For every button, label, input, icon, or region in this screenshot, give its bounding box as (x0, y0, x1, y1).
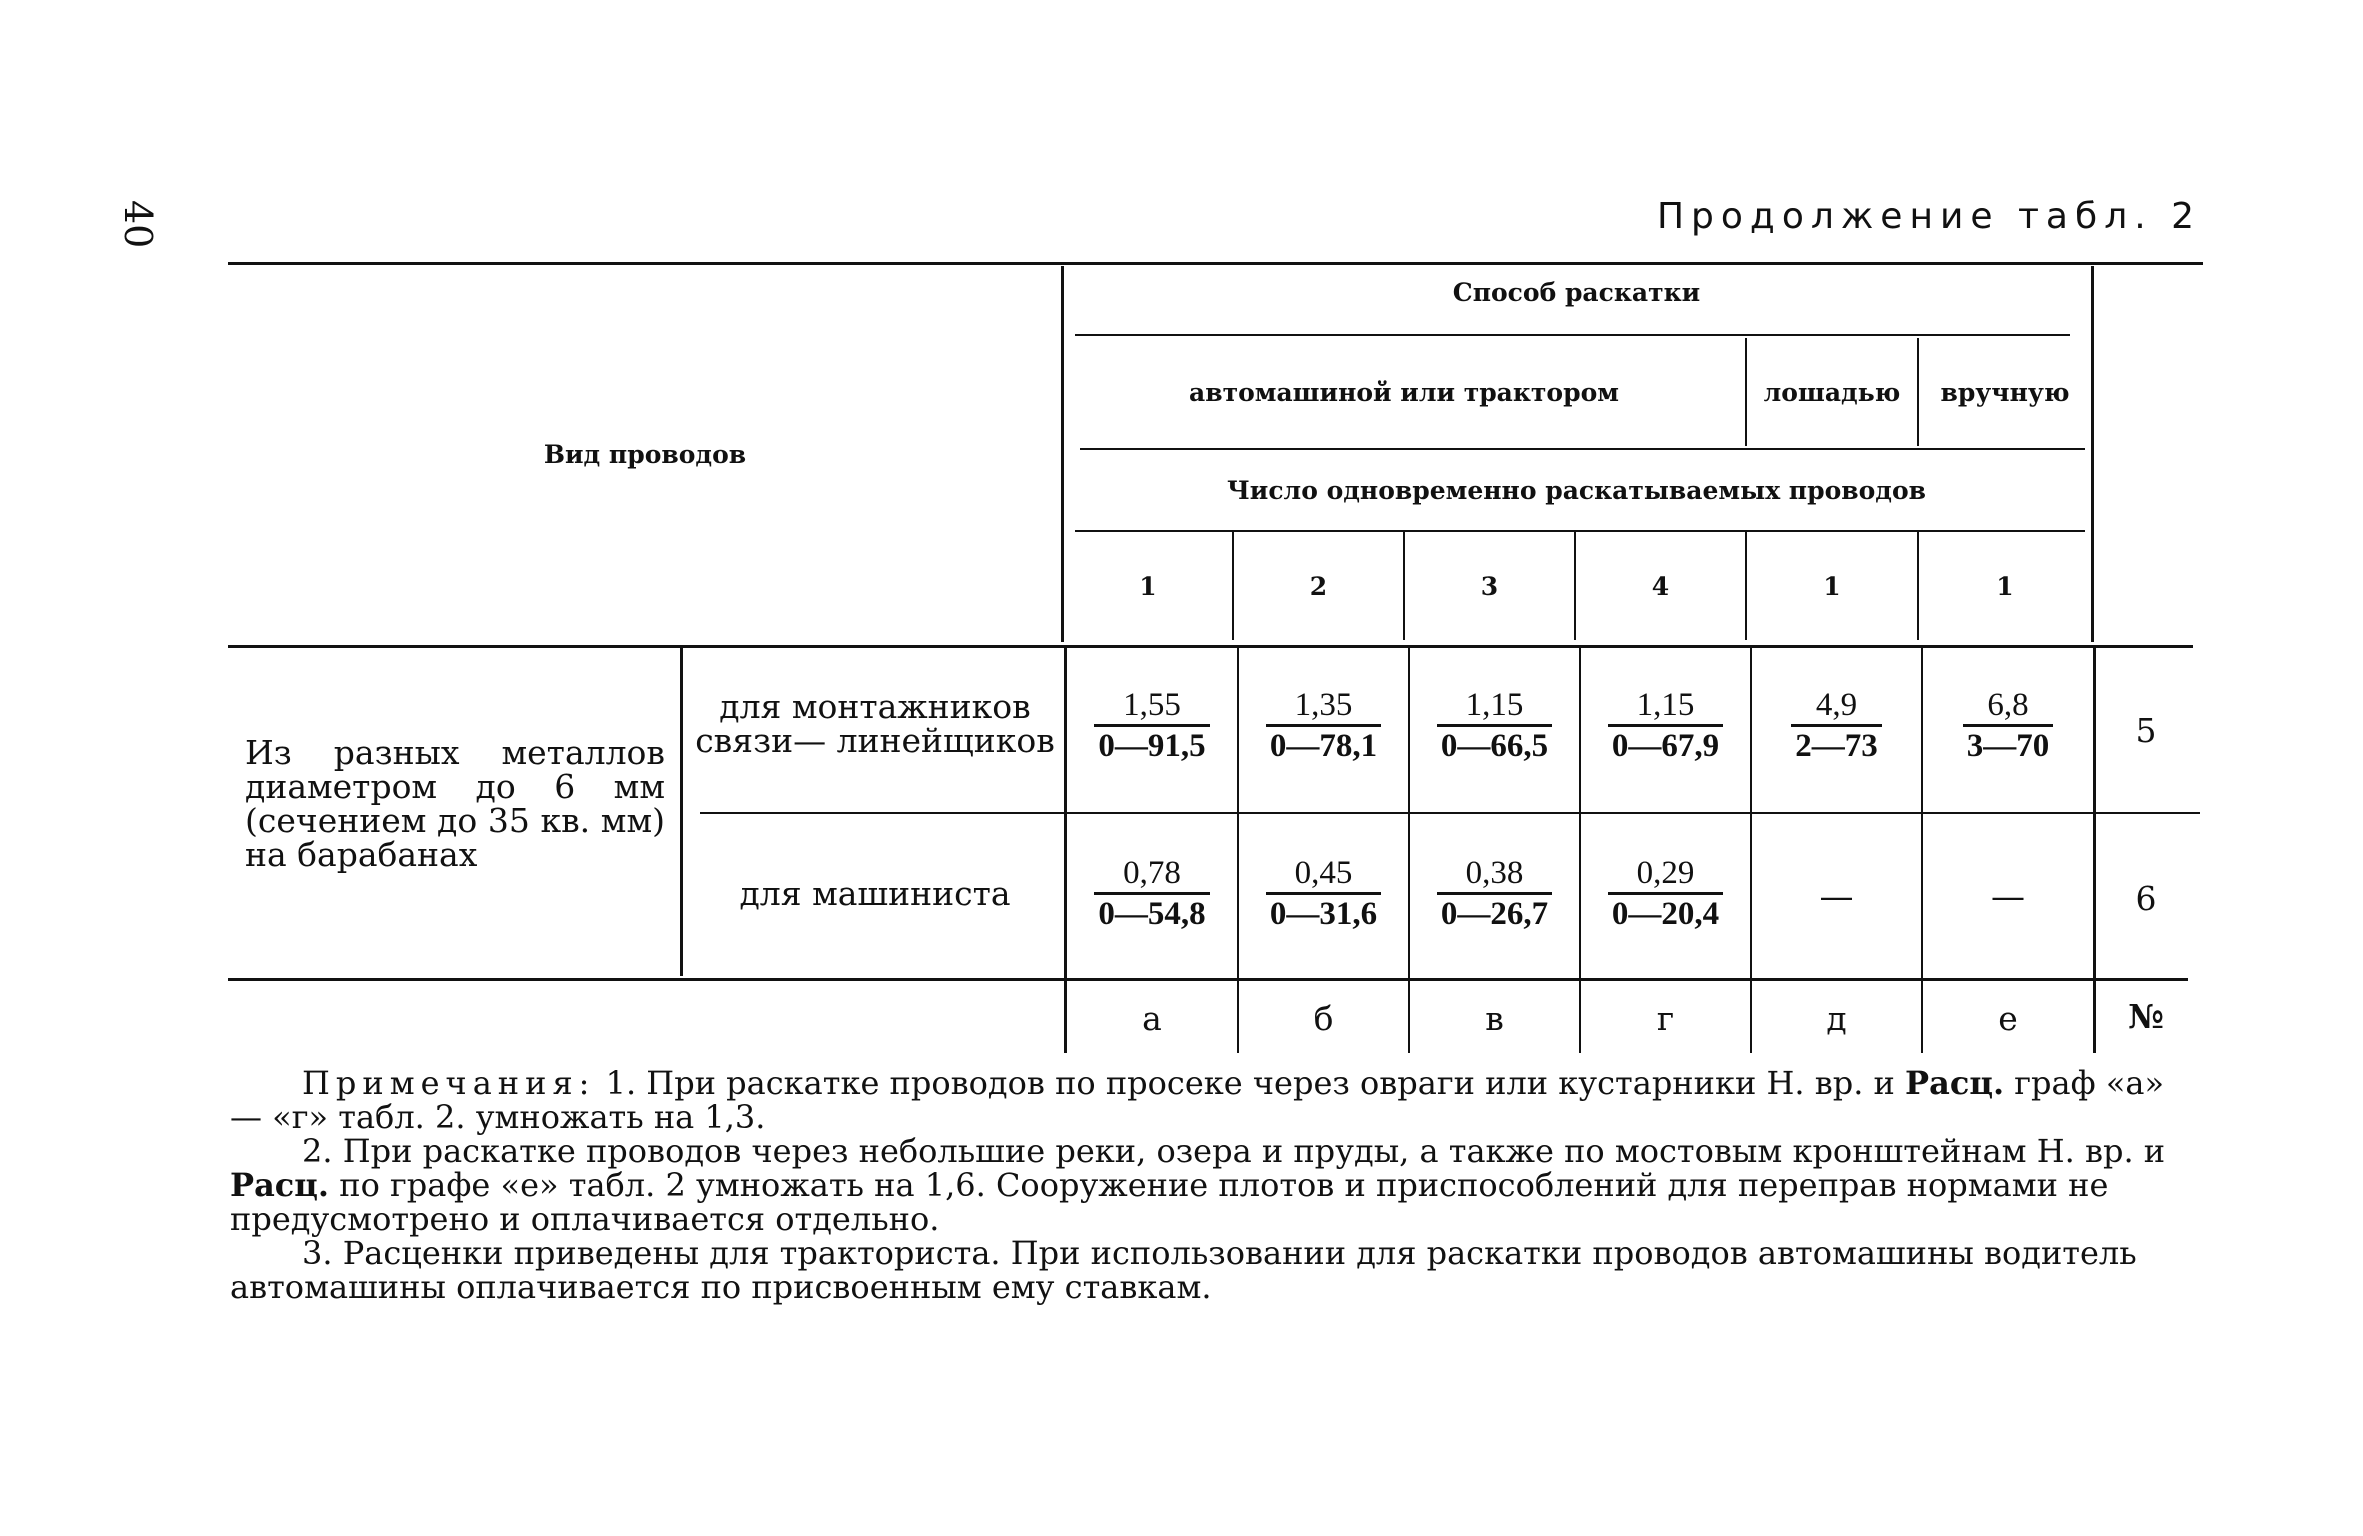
rate-cell: $\frac{6,8}{3—70}$ (1923, 686, 2093, 765)
page-number: 40 (116, 200, 160, 249)
rate-cell: $\frac{0,29}{0—20,4}$ (1581, 854, 1750, 933)
empty-cell-dash: — (1819, 877, 1854, 917)
rate-cell: $\frac{0,78}{0—54,8}$ (1067, 854, 1237, 933)
rate-cell: $\frac{4,9}{2—73}$ (1752, 686, 1921, 765)
rate-cell: $\frac{1,55}{0—91,5}$ (1067, 686, 1237, 765)
row-number: 6 (2135, 879, 2157, 918)
column-letter: д (1826, 999, 1847, 1038)
count-cell: 1 (1996, 572, 2014, 601)
number-sign: № (2128, 997, 2164, 1036)
empty-cell-dash: — (1991, 877, 2025, 917)
note-1-bold: Расц. (1905, 1064, 2005, 1102)
note-1-end: граф «а» — «г» табл. 2. умножать на 1,3. (230, 1064, 2165, 1136)
method-manual: вручную (1940, 378, 2070, 407)
rate-cell: $\frac{1,15}{0—66,5}$ (1410, 686, 1579, 765)
notes-title: Примечания: (302, 1064, 596, 1102)
table-continuation-heading: Продолжение табл. 2 (1656, 196, 2201, 237)
note-2: 2. При раскатке проводов через небольшие реки, озера и пруды, а также по мостовым кронштейнам Н. вр. и (302, 1132, 2166, 1170)
method-horse: лошадью (1763, 378, 1901, 407)
row-label-machinist: для машиниста (739, 874, 1011, 913)
note-1: 1. При раскатке проводов по просеке через овраги или кустарники Н. вр. и (605, 1064, 1895, 1102)
column-letter: а (1142, 999, 1162, 1038)
method-header: Способ раскатки (1452, 278, 1701, 307)
column-letter: г (1656, 999, 1675, 1038)
note-2-bold: Расц. (230, 1166, 330, 1204)
column-letter: б (1313, 999, 1334, 1038)
count-cell: 3 (1480, 572, 1499, 601)
rate-cell: $\frac{1,15}{0—67,9}$ (1581, 686, 1750, 765)
notes-block (230, 1066, 2195, 1304)
wires-count-header: Число одновременно раскатываемых проводов (1226, 476, 1927, 505)
row-number: 5 (2135, 711, 2157, 750)
count-cell: 1 (1139, 572, 1157, 601)
wire-type-header: Вид проводов (543, 440, 747, 469)
rate-cell: $\frac{1,35}{0—78,1}$ (1239, 686, 1408, 765)
note-3: 3. Расценки приведены для тракториста. При использовании для раскатки проводов автомашины водитель автомашины оплачивается по присвоенным ему ставкам. (230, 1234, 2137, 1306)
column-letter: е (1998, 999, 2018, 1038)
rate-cell: $\frac{0,45}{0—31,6}$ (1239, 854, 1408, 933)
method-vehicle: автомашиной или трактором (1189, 378, 1619, 407)
count-cell: 1 (1823, 572, 1841, 601)
group-label: Из разных металлов диаметром до 6 мм (сечением до 35 кв. мм) на барабанах (245, 733, 665, 874)
note-2-end: по графе «е» табл. 2 умножать на 1,6. Сооружение плотов и приспособлений для переправ нормами не предусмотрено и оплачивается отдельно. (230, 1166, 2109, 1238)
rate-cell: $\frac{0,38}{0—26,7}$ (1410, 854, 1579, 933)
column-letter: в (1485, 999, 1504, 1038)
count-cell: 4 (1651, 572, 1670, 601)
row-label-linemen: для монтажников связи— линейщиков (695, 687, 1055, 760)
count-cell: 2 (1309, 572, 1328, 601)
